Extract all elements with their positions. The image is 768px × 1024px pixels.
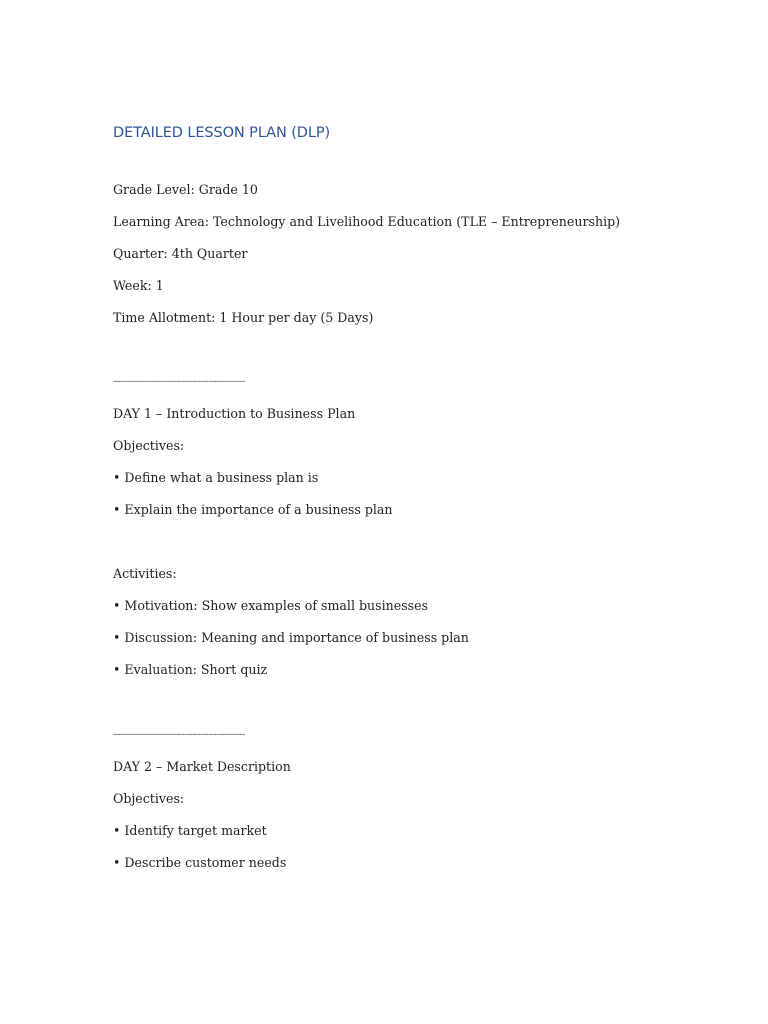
day1-activity-item: • Discussion: Meaning and importance of business plan bbox=[113, 630, 469, 645]
day1-objective-item: • Explain the importance of a business plan bbox=[113, 502, 393, 517]
day1-activities-label: Activities: bbox=[113, 566, 177, 581]
day2-objective-item: • Identify target market bbox=[113, 823, 267, 838]
info-time-allotment: Time Allotment: 1 Hour per day (5 Days) bbox=[113, 310, 374, 325]
day2-heading: DAY 2 – Market Description bbox=[113, 759, 291, 774]
day2-objectives-label: Objectives: bbox=[113, 791, 185, 806]
info-grade-level: Grade Level: Grade 10 bbox=[113, 182, 258, 197]
section-separator: -------------------------------------------------- bbox=[113, 730, 246, 740]
info-quarter: Quarter: 4th Quarter bbox=[113, 246, 248, 261]
day1-heading: DAY 1 – Introduction to Business Plan bbox=[113, 406, 356, 421]
section-separator: -------------------------------------------------- bbox=[113, 377, 246, 387]
day1-objective-item: • Define what a business plan is bbox=[113, 470, 319, 485]
day1-objectives-label: Objectives: bbox=[113, 438, 185, 453]
day1-activity-item: • Evaluation: Short quiz bbox=[113, 662, 268, 677]
day2-objective-item: • Describe customer needs bbox=[113, 855, 287, 870]
day1-activity-item: • Motivation: Show examples of small businesses bbox=[113, 598, 429, 613]
document-title: DETAILED LESSON PLAN (DLP) bbox=[113, 125, 331, 141]
info-week: Week: 1 bbox=[113, 278, 164, 293]
info-learning-area: Learning Area: Technology and Livelihood Education (TLE – Entrepreneurship) bbox=[113, 214, 621, 229]
